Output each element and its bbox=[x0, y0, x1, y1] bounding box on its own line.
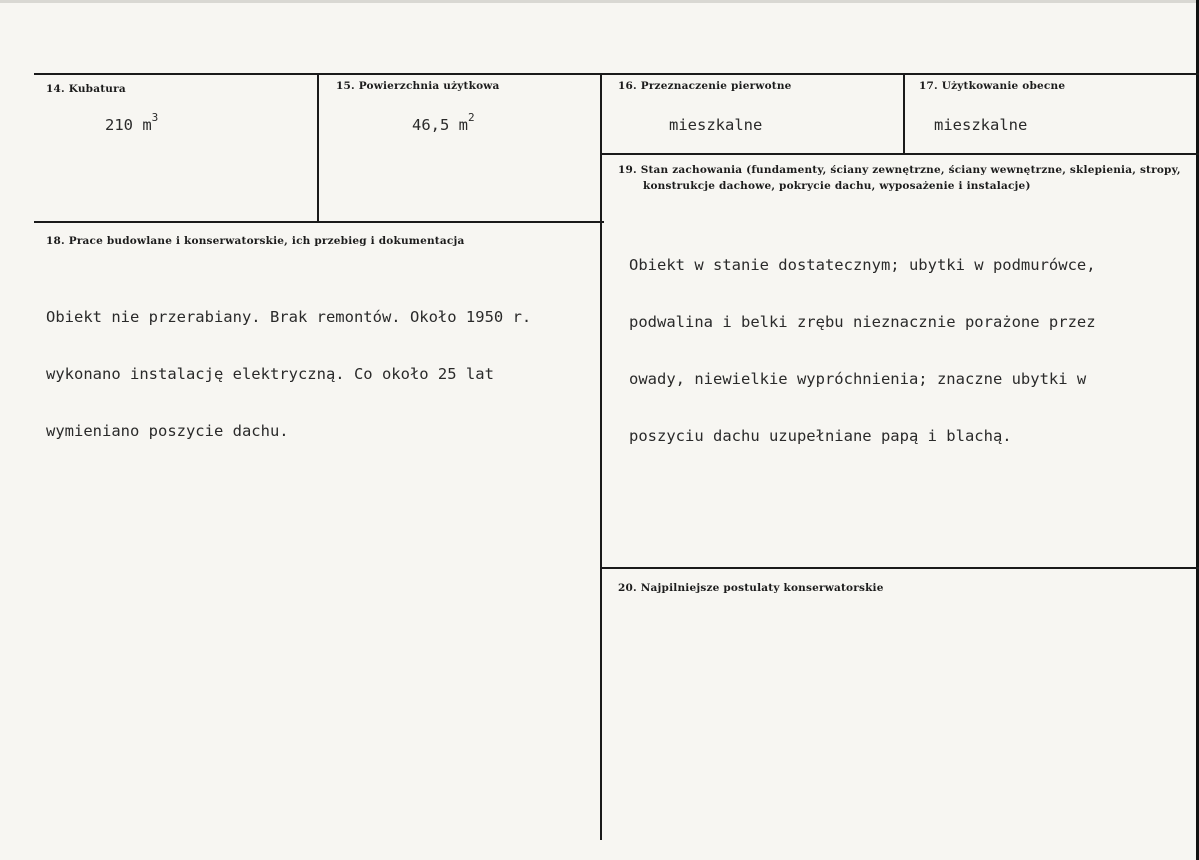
field-16-value: mieszkalne bbox=[669, 116, 763, 134]
field-15-label: 15. Powierzchnia użytkowa bbox=[336, 80, 500, 92]
field-19-label-line-1: 19. Stan zachowania (fundamenty, ściany zewnętrzne, ściany wewnętrzne, sklepienia, stropy, bbox=[618, 164, 1181, 176]
field-17-label: 17. Użytkowanie obecne bbox=[919, 80, 1066, 92]
field-14-value bbox=[105, 111, 159, 136]
field-20-label: 20. Najpilniejsze postulaty konserwatorskie bbox=[618, 582, 884, 594]
field-19-text bbox=[629, 218, 1096, 484]
field-18-text bbox=[46, 270, 531, 479]
card-top-edge bbox=[0, 0, 1199, 3]
field-14-number: 210 m bbox=[105, 116, 152, 134]
field-15-exponent: 2 bbox=[468, 111, 475, 124]
field-15-value bbox=[412, 111, 475, 136]
field-18-line-2: wykonano instalację elektryczną. Co około 25 lat bbox=[46, 365, 494, 383]
field-18-label: 18. Prace budowlane i konserwatorskie, ich przebieg i dokumentacja bbox=[46, 235, 465, 247]
rule-above-20 bbox=[602, 567, 1199, 569]
field-19-line-3: owady, niewielkie wypróchnienia; znaczne ubytki w bbox=[629, 370, 1087, 388]
field-19-line-1: Obiekt w stanie dostatecznym; ubytki w podmurówce, bbox=[629, 256, 1096, 274]
divider-16-17 bbox=[903, 73, 905, 155]
rule-under-14-15 bbox=[34, 221, 604, 223]
field-17-value: mieszkalne bbox=[934, 116, 1028, 134]
field-19-label-line-2: konstrukcje dachowe, pokrycie dachu, wyposażenie i instalacje) bbox=[643, 180, 1031, 192]
rule-under-16-17 bbox=[602, 153, 1199, 155]
field-15-number: 46,5 m bbox=[412, 116, 468, 134]
field-16-label: 16. Przeznaczenie pierwotne bbox=[618, 80, 792, 92]
top-rule bbox=[34, 73, 1199, 75]
field-19-line-4: poszyciu dachu uzupełniane papą i blachą. bbox=[629, 427, 1012, 445]
field-18-line-1: Obiekt nie przerabiany. Brak remontów. Około 1950 r. bbox=[46, 308, 532, 326]
field-14-exponent: 3 bbox=[151, 111, 159, 124]
main-column-divider bbox=[600, 73, 602, 840]
field-14-label: 14. Kubatura bbox=[46, 83, 126, 95]
divider-14-15 bbox=[317, 73, 319, 223]
field-19-line-2: podwalina i belki zrębu nieznacznie porażone przez bbox=[629, 313, 1096, 331]
field-18-line-3: wymieniano poszycie dachu. bbox=[46, 422, 289, 440]
